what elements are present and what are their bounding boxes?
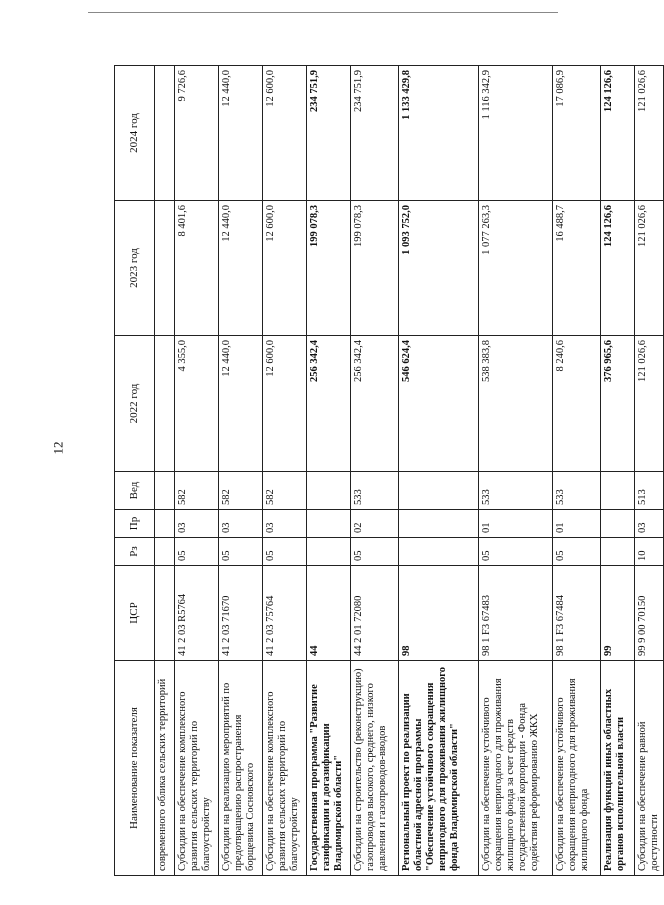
row-name-cell: Субсидии на обеспечение устойчивого сокращения непригодного для проживания жилищного фонда: [553, 661, 601, 876]
row-2023-cell: 12 600,0: [263, 201, 307, 336]
row-ved-cell: 533: [479, 472, 553, 510]
row-2024-cell: 12 440,0: [219, 66, 263, 201]
scan-edge-line: [88, 12, 558, 13]
table-body: [155, 66, 664, 876]
row-rz-cell: [307, 538, 351, 566]
row-rz-cell: 05: [263, 538, 307, 566]
row-2023-cell: 16 488,7: [553, 201, 601, 336]
row-2022-cell: 546 624,4: [399, 336, 479, 472]
row-2023-cell: 199 078,3: [351, 201, 399, 336]
table-row: [307, 66, 351, 876]
row-pr-cell: 01: [479, 510, 553, 538]
header-name: Наименование показателя: [115, 661, 155, 876]
row-2022-cell: [155, 336, 175, 472]
row-pr-cell: 02: [351, 510, 399, 538]
row-ved-cell: 533: [351, 472, 399, 510]
row-csr-cell: [155, 566, 175, 661]
table-row: [351, 66, 399, 876]
row-2024-cell: 1 116 342,9: [479, 66, 553, 201]
row-csr-cell: 41 2 03 71670: [219, 566, 263, 661]
row-pr-cell: 03: [635, 510, 664, 538]
row-ved-cell: [155, 472, 175, 510]
row-rz-cell: 05: [175, 538, 219, 566]
row-csr-cell: 98 1 F3 67483: [479, 566, 553, 661]
table-row: [635, 66, 664, 876]
table-row: [553, 66, 601, 876]
row-csr-cell: 44 2 01 72080: [351, 566, 399, 661]
row-ved-cell: [601, 472, 635, 510]
row-2024-cell: 124 126,6: [601, 66, 635, 201]
row-pr-cell: [399, 510, 479, 538]
row-ved-cell: 533: [553, 472, 601, 510]
row-2022-cell: 121 026,6: [635, 336, 664, 472]
table-row: [155, 66, 175, 876]
budget-table: [114, 65, 664, 876]
row-pr-cell: [601, 510, 635, 538]
row-2024-cell: 234 751,9: [351, 66, 399, 201]
row-csr-cell: 44: [307, 566, 351, 661]
row-csr-cell: 99: [601, 566, 635, 661]
row-2022-cell: 538 383,8: [479, 336, 553, 472]
row-rz-cell: 10: [635, 538, 664, 566]
row-2023-cell: 1 077 263,3: [479, 201, 553, 336]
row-2023-cell: 12 440,0: [219, 201, 263, 336]
row-csr-cell: 41 2 03 75764: [263, 566, 307, 661]
row-ved-cell: 513: [635, 472, 664, 510]
table-row: [219, 66, 263, 876]
row-2022-cell: 8 240,6: [553, 336, 601, 472]
header-2023: 2023 год: [115, 201, 155, 336]
row-2023-cell: 199 078,3: [307, 201, 351, 336]
row-ved-cell: 582: [219, 472, 263, 510]
row-2024-cell: 234 751,9: [307, 66, 351, 201]
rotated-table-container: [114, 66, 661, 876]
row-csr-cell: 98: [399, 566, 479, 661]
row-ved-cell: [399, 472, 479, 510]
row-name-cell: Государственная программа "Развитие газификации и догазификации Владимирской области": [307, 661, 351, 876]
row-rz-cell: 05: [553, 538, 601, 566]
row-rz-cell: [399, 538, 479, 566]
row-2022-cell: 12 600,0: [263, 336, 307, 472]
row-csr-cell: 41 2 03 R5764: [175, 566, 219, 661]
row-pr-cell: [155, 510, 175, 538]
row-name-cell: Реализация функций иных областных органов исполнительной власти: [601, 661, 635, 876]
row-2023-cell: 8 401,6: [175, 201, 219, 336]
row-rz-cell: [155, 538, 175, 566]
row-pr-cell: 01: [553, 510, 601, 538]
row-2022-cell: 376 965,6: [601, 336, 635, 472]
table-row: [263, 66, 307, 876]
table-row: [479, 66, 553, 876]
table-row: [601, 66, 635, 876]
row-pr-cell: [307, 510, 351, 538]
table-row: [399, 66, 479, 876]
row-rz-cell: 05: [351, 538, 399, 566]
row-name-cell: Субсидии на строительство (реконструкцию) газопроводов высокого, среднего, низкого давления и газопроводов-вводов: [351, 661, 399, 876]
row-2024-cell: 12 600,0: [263, 66, 307, 201]
row-ved-cell: 582: [175, 472, 219, 510]
header-rz: Рз: [115, 538, 155, 566]
row-name-cell: Субсидии на обеспечение комплексного развития сельских территорий по благоустройству: [175, 661, 219, 876]
row-pr-cell: 03: [175, 510, 219, 538]
row-rz-cell: 05: [219, 538, 263, 566]
table-header-row: [115, 66, 155, 876]
row-rz-cell: [601, 538, 635, 566]
row-pr-cell: 03: [263, 510, 307, 538]
row-2022-cell: 12 440,0: [219, 336, 263, 472]
row-ved-cell: [307, 472, 351, 510]
row-2024-cell: 17 086,9: [553, 66, 601, 201]
page-number: 12: [50, 441, 66, 455]
table-row: [175, 66, 219, 876]
row-2022-cell: 256 342,4: [351, 336, 399, 472]
header-2022: 2022 год: [115, 336, 155, 472]
row-2024-cell: 1 133 429,8: [399, 66, 479, 201]
row-2024-cell: [155, 66, 175, 201]
row-ved-cell: 582: [263, 472, 307, 510]
header-pr: Пр: [115, 510, 155, 538]
header-csr: ЦСР: [115, 566, 155, 661]
row-2023-cell: 121 026,6: [635, 201, 664, 336]
row-name-cell: Субсидии на обеспечение устойчивого сокращения непригодного для проживания жилищного фонда за счет средств государственной корпорации - Фонда содействия реформированию ЖКХ: [479, 661, 553, 876]
row-name-cell: Региональный проект по реализации областной адресной программы "Обеспечение устойчивого сокращения непригодного для проживания жилищного фонда Владимирской области": [399, 661, 479, 876]
header-ved: Вед: [115, 472, 155, 510]
row-name-cell: Субсидии на обеспечение комплексного развития сельских территорий по благоустройству: [263, 661, 307, 876]
row-name-cell: Субсидии на обеспечение равной доступности: [635, 661, 664, 876]
header-2024: 2024 год: [115, 66, 155, 201]
row-pr-cell: 03: [219, 510, 263, 538]
row-2022-cell: 256 342,4: [307, 336, 351, 472]
row-2024-cell: 9 726,6: [175, 66, 219, 201]
row-rz-cell: 05: [479, 538, 553, 566]
row-name-cell: современного облика сельских территорий: [155, 661, 175, 876]
row-2024-cell: 121 026,6: [635, 66, 664, 201]
row-csr-cell: 98 1 F3 67484: [553, 566, 601, 661]
row-2023-cell: 1 093 752,0: [399, 201, 479, 336]
row-name-cell: Субсидии на реализацию мероприятий по предотвращению распространения борщевика Сосновского: [219, 661, 263, 876]
row-csr-cell: 99 9 00 70150: [635, 566, 664, 661]
row-2023-cell: 124 126,6: [601, 201, 635, 336]
row-2022-cell: 4 355,0: [175, 336, 219, 472]
row-2023-cell: [155, 201, 175, 336]
